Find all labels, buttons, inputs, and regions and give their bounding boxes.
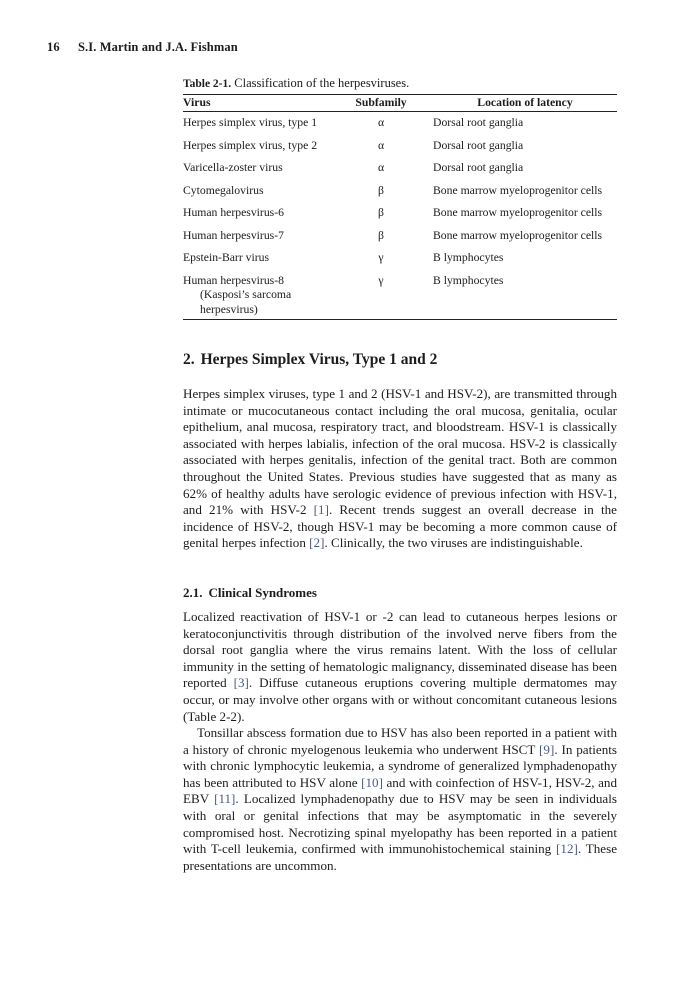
table-row [183, 181, 617, 204]
cell-virus [183, 226, 329, 249]
column-header-subfamily: Subfamily [329, 95, 433, 112]
cell-virus [183, 203, 329, 226]
table-caption-text: Classification of the herpesviruses. [234, 76, 410, 90]
paragraph-text: . Clinically, the two viruses are indistinguishable. [324, 535, 583, 551]
table-row [183, 158, 617, 181]
virus-name-line: Varicella-zoster virus [183, 161, 283, 174]
herpesvirus-table-block [183, 76, 617, 320]
subsection-title: Clinical Syndromes [208, 585, 317, 600]
section-number: 2. [183, 351, 195, 368]
virus-name-line: Human herpesvirus-6 [183, 206, 284, 219]
paragraph-intro [183, 386, 617, 552]
table-row [183, 271, 617, 320]
citation-reference: [2] [309, 535, 325, 551]
subsection-number: 2.1. [183, 585, 203, 600]
cell-latency: Bone marrow myeloprogenitor cells [433, 228, 603, 242]
paragraph-text: and with coinfection of HSV-1, HSV-2, and EBV [183, 774, 618, 807]
cell-subfamily: α [377, 138, 385, 152]
paragraph-text: . Recent trends suggest an overall decrease in the incidence of HSV-2, though HSV-1 may be becoming a more common cause of genital herpes infection [183, 502, 617, 551]
citation-reference: [3] [233, 675, 249, 691]
herpesvirus-table [183, 94, 617, 320]
table-row [183, 226, 617, 249]
table-row [183, 248, 617, 271]
running-head [47, 40, 238, 55]
paragraph-text: . These presentations are uncommon. [183, 841, 617, 873]
cell-latency: Bone marrow myeloprogenitor cells [433, 183, 603, 197]
cell-virus [183, 136, 329, 159]
table-header-row [183, 95, 617, 112]
running-head-authors: S.I. Martin and J.A. Fishman [78, 40, 238, 54]
cell-subfamily: γ [378, 251, 384, 264]
cell-latency: Bone marrow myeloprogenitor cells [433, 206, 603, 219]
citation-reference: [1] [313, 502, 329, 518]
table-caption [183, 76, 617, 91]
virus-name-line: Herpes simplex virus, type 1 [183, 116, 318, 129]
column-header-virus: Virus [183, 95, 329, 112]
paragraph-text: Herpes simplex viruses, type 1 and 2 (HSV-1 and HSV-2), are transmitted through intimate or mucocutaneous contact including the oral mucosa, genitalia, ocular epithelium, anal mucosa, respiratory tract, and bloodstream. HSV-1 is classically associated with herpes labialis, infection of the oral mucosa. HSV-2 is classically associated with herpes genitalis, infection of the genital tract. Both are common throughout the United States. Previous studies have suggested that as many as 62% of healthy adults have serologic evidence of previous infection with HSV-1, and 21% with HSV-2 [183, 386, 617, 518]
paragraph-text: . Diffuse cutaneous eruptions covering multiple dermatomes may occur, or may involve other organs with or without concomitant cutaneous lesions (Table 2-2). [183, 675, 617, 724]
paragraph-tonsillar [183, 725, 617, 874]
cell-virus [183, 248, 329, 271]
cell-subfamily: β [378, 206, 384, 219]
table-row [183, 136, 617, 159]
section-heading [183, 351, 437, 369]
virus-name-line: Human herpesvirus-8 [183, 273, 284, 287]
cell-virus [183, 112, 329, 136]
section-title: Herpes Simplex Virus, Type 1 and 2 [200, 351, 438, 368]
virus-name-line: Epstein-Barr virus [183, 251, 270, 264]
cell-latency: B lymphocytes [433, 271, 617, 320]
virus-name-line: Human herpesvirus-7 [183, 228, 284, 242]
paragraph-text: Localized reactivation of HSV-1 or -2 can lead to cutaneous herpes lesions or keratoconjunctivitis through distribution of the involved nerve fibers from the dorsal root ganglia where the virus remains latent. With the loss of cellular immunity in the setting of hematologic malignancy, disseminated disease has been reported [183, 609, 617, 691]
citation-reference: [11] [214, 791, 236, 807]
cell-latency: B lymphocytes [433, 251, 504, 264]
table-body [183, 112, 617, 320]
citation-reference: [9] [539, 741, 555, 757]
cell-subfamily: α [377, 161, 385, 174]
table-caption-label: Table 2-1. [183, 78, 232, 90]
cell-virus [183, 158, 329, 181]
cell-subfamily: α [377, 116, 385, 129]
cell-virus [183, 181, 329, 204]
citation-reference: [10] [361, 774, 383, 790]
virus-name-line: (Kasposi’s sarcoma [200, 288, 292, 301]
virus-name-line: Herpes simplex virus, type 2 [183, 138, 318, 152]
virus-name-line: herpesvirus) [200, 302, 258, 316]
table-row [183, 112, 617, 136]
page-number: 16 [47, 40, 60, 54]
table-row [183, 203, 617, 226]
cell-latency: Dorsal root ganglia [433, 116, 524, 129]
cell-latency: Dorsal root ganglia [433, 161, 524, 174]
cell-subfamily: γ [329, 271, 433, 320]
paragraph-text: . Localized lymphadenopathy due to HSV may be seen in individuals with oral or genital infections that may be asymptomatic in the severely compromised host. Necrotizing spinal myelopathy has been reported in a patient with T-cell leukemia, confirmed with immunohistochemical staining [183, 791, 617, 857]
paragraph-text: Tonsillar abscess formation due to HSV has also been reported in a patient with a history of chronic myelogenous leukemia who underwent HSCT [183, 725, 617, 757]
column-header-latency: Location of latency [433, 95, 617, 112]
cell-virus [183, 271, 329, 320]
paragraph-text: . In patients with chronic lymphocytic leukemia, a syndrome of generalized lymphadenopathy has been attributed to HSV alone [183, 741, 617, 790]
cell-subfamily: β [378, 183, 384, 197]
cell-latency: Dorsal root ganglia [433, 138, 524, 152]
cell-subfamily: β [378, 228, 384, 242]
paragraph-reactivation [183, 609, 617, 725]
subsection-heading [183, 585, 317, 601]
citation-reference: [12] [556, 841, 578, 857]
virus-name-line: Cytomegalovirus [183, 183, 264, 197]
